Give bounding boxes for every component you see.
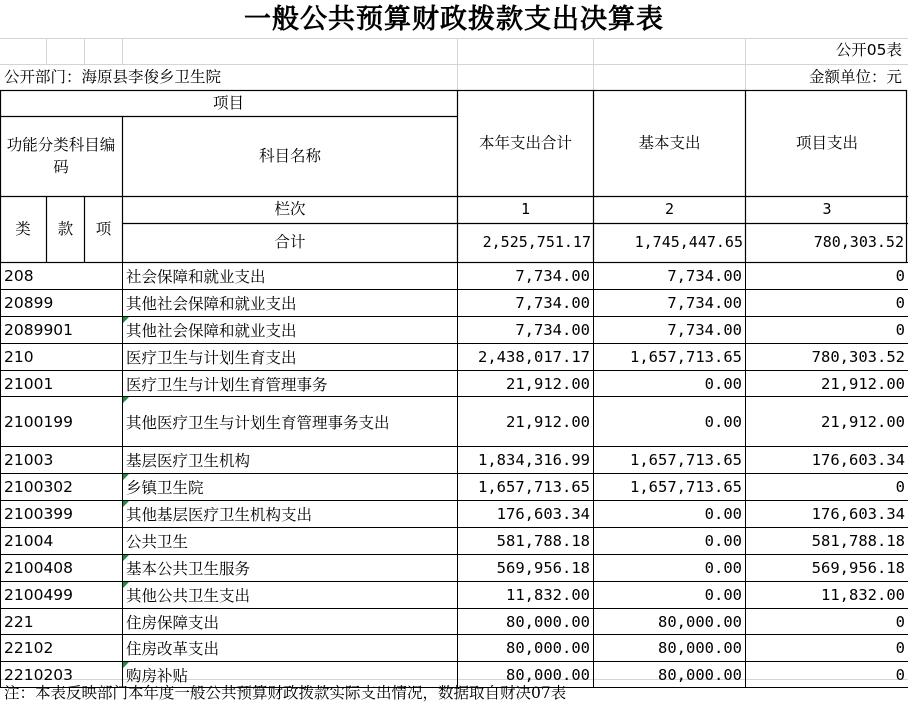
row-total: 21,912.00 [458, 371, 594, 397]
table-row [1, 397, 908, 447]
report-title: 一般公共预算财政拨款支出决算表 [244, 4, 664, 35]
header-col-project: 项目支出 [795, 133, 858, 152]
row-project: 780,303.52 [746, 344, 908, 371]
row-name [123, 582, 458, 609]
row-basic: 1,657,713.65 [594, 344, 746, 371]
table-row [1, 555, 908, 582]
total-row-label: 合计 [274, 233, 306, 252]
header-col-number-3: 3 [822, 200, 832, 219]
row-project: 0 [746, 609, 908, 635]
table-row [1, 501, 908, 528]
row-name: 医疗卫生与计划生育支出 [123, 344, 458, 371]
row-code: 21003 [1, 447, 123, 474]
row-project: 569,956.18 [746, 555, 908, 582]
row-project: 0 [746, 317, 908, 344]
header-lanci: 栏次 [274, 200, 306, 219]
row-name-text: 基本公共卫生服务 [126, 560, 251, 578]
table-row [1, 582, 908, 609]
row-basic: 80,000.00 [594, 662, 746, 688]
row-name-text: 其他社会保障和就业支出 [126, 322, 297, 340]
total-row-basic: 1,745,447.65 [634, 233, 743, 252]
row-total: 7,734.00 [458, 263, 594, 290]
department-label: 公开部门：海原县李俊乡卫生院 [4, 68, 222, 86]
table-row [1, 609, 908, 635]
table-row [1, 344, 908, 371]
footnote: 注：本表反映部门本年度一般公共预算财政拨款实际支出情况，数据取自财决07表 [4, 684, 567, 702]
row-total: 80,000.00 [458, 609, 594, 635]
row-project: 176,603.34 [746, 501, 908, 528]
row-basic: 1,657,713.65 [594, 474, 746, 501]
row-code: 2210203 [1, 662, 123, 688]
cell-marker-icon [123, 397, 129, 403]
row-name-text: 购房补贴 [126, 666, 189, 685]
row-total: 7,734.00 [458, 290, 594, 317]
table-row [1, 635, 908, 662]
row-total: 80,000.00 [458, 662, 594, 688]
row-code: 20899 [1, 290, 123, 317]
header-subject-name: 科目名称 [258, 146, 321, 165]
row-basic: 7,734.00 [594, 263, 746, 290]
header-kuan: 款 [57, 219, 74, 238]
cell-marker-icon [123, 662, 129, 668]
row-name-text: 其他医疗卫生与计划生育管理事务支出 [126, 413, 390, 432]
cell-marker-icon [123, 501, 129, 507]
row-total: 21,912.00 [458, 397, 594, 447]
cell-marker-icon [123, 317, 129, 323]
table-row [1, 528, 908, 555]
cell-marker-icon [123, 474, 129, 480]
row-basic: 0.00 [594, 371, 746, 397]
amount-unit-label: 金额单位：元 [808, 68, 902, 86]
row-name-text: 乡镇卫生院 [126, 479, 204, 497]
row-project: 21,912.00 [746, 397, 908, 447]
row-name: 社会保障和就业支出 [123, 263, 458, 290]
table-row [1, 447, 908, 474]
row-basic: 0.00 [594, 501, 746, 528]
row-name: 住房保障支出 [123, 609, 458, 635]
row-project: 0 [746, 635, 908, 662]
row-name-text: 其他公共卫生支出 [126, 587, 251, 605]
row-basic: 0.00 [594, 582, 746, 609]
row-basic: 0.00 [594, 528, 746, 555]
header-col-number-2: 2 [664, 200, 675, 219]
cell-marker-icon [123, 555, 129, 561]
row-total: 569,956.18 [458, 555, 594, 582]
table-row [1, 474, 908, 501]
row-total: 1,834,316.99 [458, 447, 594, 474]
cell-marker-icon [123, 582, 129, 588]
row-basic: 80,000.00 [594, 609, 746, 635]
row-project: 21,912.00 [746, 371, 908, 397]
row-basic: 7,734.00 [594, 317, 746, 344]
header-lei: 类 [15, 219, 31, 238]
row-code: 2100399 [1, 501, 123, 528]
table-row [1, 263, 908, 290]
row-project: 0 [746, 263, 908, 290]
header-col-number-1: 1 [520, 200, 531, 219]
row-name: 公共卫生 [123, 528, 458, 555]
row-basic: 0.00 [594, 397, 746, 447]
row-name: 其他社会保障和就业支出 [123, 290, 458, 317]
table-row [1, 290, 908, 317]
row-code: 2100199 [1, 397, 123, 447]
row-name-text: 其他基层医疗卫生机构支出 [126, 506, 313, 524]
row-code: 21001 [1, 371, 123, 397]
row-total: 176,603.34 [458, 501, 594, 528]
row-project: 0 [746, 290, 908, 317]
table-row [1, 371, 908, 397]
row-total: 7,734.00 [458, 317, 594, 344]
row-name: 住房改革支出 [123, 635, 458, 662]
header-func-code-text: 功能分类科目编码 [6, 135, 116, 176]
row-name [123, 555, 458, 582]
total-row-total: 2,525,751.17 [482, 233, 591, 252]
row-code: 208 [1, 263, 123, 290]
expenditure-table [0, 262, 908, 688]
row-name: 基层医疗卫生机构 [123, 447, 458, 474]
header-func-code [0, 117, 122, 196]
row-total: 581,788.18 [458, 528, 594, 555]
row-basic: 0.00 [594, 555, 746, 582]
row-code: 22102 [1, 635, 123, 662]
row-name [123, 501, 458, 528]
row-total: 1,657,713.65 [458, 474, 594, 501]
header-xiang: 项 [95, 219, 112, 238]
row-project: 176,603.34 [746, 447, 908, 474]
row-name [123, 317, 458, 344]
row-name [123, 397, 458, 447]
row-total: 80,000.00 [458, 635, 594, 662]
row-basic: 80,000.00 [594, 635, 746, 662]
row-total: 2,438,017.17 [458, 344, 594, 371]
table-row [1, 317, 908, 344]
row-total: 11,832.00 [458, 582, 594, 609]
row-basic: 1,657,713.65 [594, 447, 746, 474]
row-code: 221 [1, 609, 123, 635]
row-basic: 7,734.00 [594, 290, 746, 317]
row-project: 581,788.18 [746, 528, 908, 555]
row-name [123, 474, 458, 501]
row-code: 210 [1, 344, 123, 371]
header-item: 项目 [212, 94, 244, 113]
row-project: 0 [746, 662, 908, 688]
total-row-project: 780,303.52 [813, 233, 904, 252]
row-code: 2089901 [1, 317, 123, 344]
row-project: 11,832.00 [746, 582, 908, 609]
row-code: 2100408 [1, 555, 123, 582]
row-code: 2100499 [1, 582, 123, 609]
row-name: 医疗卫生与计划生育管理事务 [123, 371, 458, 397]
row-code: 21004 [1, 528, 123, 555]
row-project: 0 [746, 474, 908, 501]
form-code: 公开05表 [835, 41, 902, 59]
row-code: 2100302 [1, 474, 123, 501]
header-col-total: 本年支出合计 [478, 133, 572, 152]
header-col-basic: 基本支出 [638, 133, 701, 152]
